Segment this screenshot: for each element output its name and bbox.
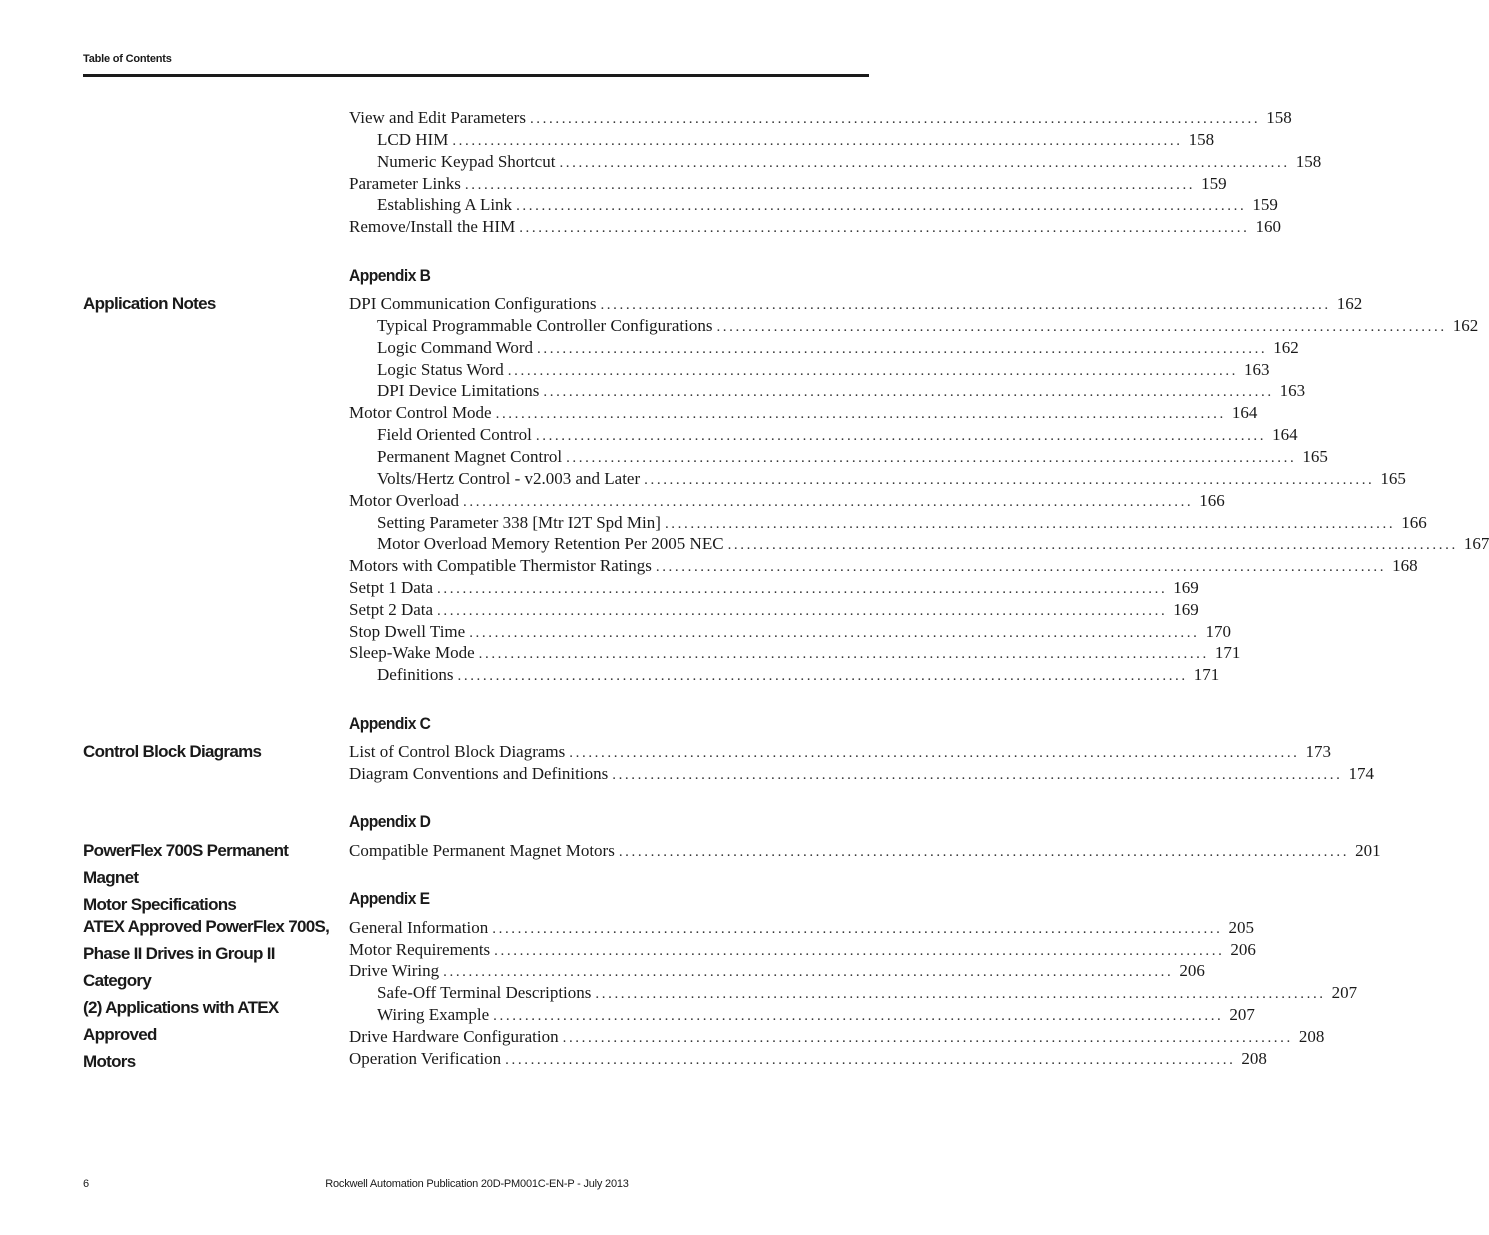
dot-leader: ................................................................................................................... xyxy=(494,943,1225,959)
dot-leader: ................................................................................................................... xyxy=(437,603,1168,619)
toc-entry[interactable] xyxy=(377,533,1489,555)
toc-entry[interactable] xyxy=(377,359,1270,381)
toc-entry-page: 207 xyxy=(1331,983,1358,1002)
toc-entry[interactable] xyxy=(377,424,1298,446)
dot-leader: ................................................................................................................... xyxy=(644,472,1375,488)
toc-entry[interactable] xyxy=(349,555,1418,577)
toc-entry-title: DPI Device Limitations xyxy=(377,381,540,400)
toc-entry-title: Wiring Example xyxy=(377,1005,490,1024)
toc-entry-title: Permanent Magnet Control xyxy=(377,447,563,466)
section-title[interactable]: Application Notes xyxy=(83,294,216,313)
toc-entry[interactable] xyxy=(349,402,1258,424)
toc-entry[interactable] xyxy=(349,642,1241,664)
toc-entry[interactable] xyxy=(349,840,1381,862)
toc-entry[interactable] xyxy=(349,917,1254,939)
section-title-line: PowerFlex 700S Permanent Magnet xyxy=(83,841,289,887)
toc-entry-page: 171 xyxy=(1214,643,1241,662)
toc-entry-page: 174 xyxy=(1348,764,1374,783)
toc-entry-title: LCD HIM xyxy=(377,130,449,149)
toc-entry-title: Setting Parameter 338 [Mtr I2T Spd Min] xyxy=(377,513,661,532)
toc-entry-page: 164 xyxy=(1272,425,1298,444)
toc-entry-page: 205 xyxy=(1228,918,1254,937)
toc-entry-page: 170 xyxy=(1205,622,1231,641)
section-title[interactable]: Control Block Diagrams xyxy=(83,742,262,761)
dot-leader: ................................................................................................................... xyxy=(664,516,1396,532)
toc-entry-title: Motor Control Mode xyxy=(349,403,492,422)
toc-entry[interactable] xyxy=(377,129,1215,151)
dot-leader: ................................................................................................................... xyxy=(493,1008,1224,1024)
toc-entry[interactable] xyxy=(377,337,1299,359)
toc-entry-page: 208 xyxy=(1298,1027,1325,1046)
toc-entry-page: 206 xyxy=(1179,961,1205,980)
toc-entry-page: 168 xyxy=(1392,556,1418,575)
toc-entry-page: 165 xyxy=(1302,447,1328,466)
toc-entry-title: Parameter Links xyxy=(349,174,461,193)
dot-leader: ................................................................................................................... xyxy=(543,384,1274,400)
toc-entry-page: 167 xyxy=(1463,534,1489,553)
toc-entry-page: 159 xyxy=(1252,195,1278,214)
toc-entry-title: Sleep-Wake Mode xyxy=(349,643,475,662)
dot-leader: ................................................................................................................... xyxy=(600,297,1331,313)
toc-entry[interactable] xyxy=(377,194,1278,216)
dot-leader: ................................................................................................................... xyxy=(562,1030,1293,1046)
toc-entry-title: Establishing A Link xyxy=(377,195,513,214)
toc-entry[interactable] xyxy=(377,1004,1255,1026)
appendix-heading: Appendix E xyxy=(349,889,430,908)
toc-entry-title: Typical Programmable Controller Configurations xyxy=(377,316,713,335)
toc-entry-title: List of Control Block Diagrams xyxy=(349,742,566,761)
toc-entry-page: 162 xyxy=(1452,316,1479,335)
dot-leader: ................................................................................................................... xyxy=(464,177,1196,193)
toc-entry-title: Volts/Hertz Control - v2.003 and Later xyxy=(377,469,641,488)
toc-entry-title: Drive Hardware Configuration xyxy=(349,1027,559,1046)
toc-entry-page: 163 xyxy=(1279,381,1306,400)
toc-entry-title: Logic Command Word xyxy=(377,338,534,357)
dot-leader: ................................................................................................................... xyxy=(457,668,1188,684)
dot-leader: ................................................................................................................... xyxy=(595,986,1326,1002)
toc-entry[interactable] xyxy=(349,621,1231,643)
section-title[interactable] xyxy=(83,837,343,918)
toc-entry-title: DPI Communication Configurations xyxy=(349,294,597,313)
dot-leader: ................................................................................................................... xyxy=(716,319,1447,335)
toc-entry[interactable] xyxy=(349,741,1332,763)
toc-entry-page: 208 xyxy=(1241,1049,1267,1068)
dot-leader: ................................................................................................................... xyxy=(505,1052,1236,1068)
toc-entry[interactable] xyxy=(349,599,1199,621)
dot-leader: ................................................................................................................... xyxy=(618,844,1350,860)
toc-entry-title: Remove/Install the HIM xyxy=(349,217,516,236)
appendix-heading: Appendix D xyxy=(349,812,431,831)
dot-leader: ................................................................................................................... xyxy=(469,625,1200,641)
toc-entry[interactable] xyxy=(349,293,1363,315)
dot-leader: ................................................................................................................... xyxy=(655,559,1387,575)
running-header: Table of Contents xyxy=(83,53,172,65)
toc-entry[interactable] xyxy=(349,1026,1325,1048)
toc-entry-title: Motor Overload xyxy=(349,491,460,510)
toc-entry-title: Diagram Conventions and Definitions xyxy=(349,764,609,783)
page-number: 6 xyxy=(83,1178,90,1190)
dot-leader: ................................................................................................................... xyxy=(437,581,1168,597)
toc-entry-page: 171 xyxy=(1193,665,1220,684)
toc-entry-page: 160 xyxy=(1255,217,1281,236)
toc-entry-title: Operation Verification xyxy=(349,1049,502,1068)
toc-entry-page: 158 xyxy=(1295,152,1322,171)
toc-entry-title: Setpt 1 Data xyxy=(349,578,434,597)
toc-entry-title: Definitions xyxy=(377,665,454,684)
dot-leader: ................................................................................................................... xyxy=(537,341,1268,357)
toc-entry-page: 169 xyxy=(1173,600,1199,619)
toc-entry[interactable] xyxy=(349,939,1256,961)
toc-entry-page: 206 xyxy=(1230,940,1256,959)
toc-entry-page: 165 xyxy=(1380,469,1406,488)
toc-entry-page: 173 xyxy=(1305,742,1332,761)
toc-entry-page: 162 xyxy=(1336,294,1363,313)
toc-entry-title: Logic Status Word xyxy=(377,360,504,379)
toc-entry-page: 163 xyxy=(1244,360,1270,379)
dot-leader: ................................................................................................................... xyxy=(535,428,1267,444)
toc-entry[interactable] xyxy=(377,982,1358,1004)
section-title-line: ATEX Approved PowerFlex 700S, xyxy=(83,917,330,936)
toc-entry[interactable] xyxy=(377,315,1479,337)
toc-entry[interactable] xyxy=(377,380,1306,402)
toc-entry-title: Field Oriented Control xyxy=(377,425,532,444)
section-title-line: (2) Applications with ATEX Approved xyxy=(83,998,279,1044)
dot-leader: ................................................................................................................... xyxy=(507,363,1239,379)
dot-leader: ................................................................................................................... xyxy=(566,450,1297,466)
toc-entry-page: 201 xyxy=(1355,841,1381,860)
toc-entry-page: 166 xyxy=(1199,491,1225,510)
toc-entry[interactable] xyxy=(349,763,1374,785)
toc-entry-title: Setpt 2 Data xyxy=(349,600,434,619)
dot-leader: ................................................................................................................... xyxy=(519,220,1250,236)
appendix-heading: Appendix C xyxy=(349,714,431,733)
dot-leader: ................................................................................................................... xyxy=(478,646,1209,662)
toc-entry-page: 169 xyxy=(1173,578,1199,597)
dot-leader: ................................................................................................................... xyxy=(612,767,1343,783)
toc-entry-title: Drive Wiring xyxy=(349,961,440,980)
toc-entry-page: 164 xyxy=(1231,403,1258,422)
toc-entry-title: Motor Overload Memory Retention Per 2005 NEC xyxy=(377,534,724,553)
toc-entry[interactable] xyxy=(349,216,1281,238)
toc-entry-title: Safe-Off Terminal Descriptions xyxy=(377,983,592,1002)
appendix-heading: Appendix B xyxy=(349,266,431,285)
section-title-line: Motors xyxy=(83,1052,136,1071)
toc-entry[interactable] xyxy=(349,490,1225,512)
toc-entry-title: Numeric Keypad Shortcut xyxy=(377,152,556,171)
dot-leader: ................................................................................................................... xyxy=(529,111,1261,127)
toc-entry[interactable] xyxy=(349,1048,1267,1070)
toc-entry-title: General Information xyxy=(349,918,489,937)
toc-entry-title: Motor Requirements xyxy=(349,940,491,959)
toc-entry-page: 159 xyxy=(1201,174,1227,193)
toc-entry-page: 162 xyxy=(1273,338,1299,357)
toc-entry-page: 166 xyxy=(1401,513,1427,532)
dot-leader: ................................................................................................................... xyxy=(495,406,1226,422)
section-title[interactable] xyxy=(83,913,343,1075)
dot-leader: ................................................................................................................... xyxy=(727,537,1458,553)
toc-entry[interactable] xyxy=(377,512,1427,534)
section-title-line: Phase II Drives in Group II Category xyxy=(83,944,275,990)
dot-leader: ................................................................................................................... xyxy=(492,921,1223,937)
toc-entry-title: View and Edit Parameters xyxy=(349,108,526,127)
toc-entry[interactable] xyxy=(377,664,1220,686)
header-rule xyxy=(83,74,869,77)
toc-entry[interactable] xyxy=(349,960,1205,982)
toc-entry[interactable] xyxy=(377,446,1328,468)
toc-entry[interactable] xyxy=(377,151,1322,173)
toc-entry-page: 158 xyxy=(1266,108,1292,127)
toc-entry[interactable] xyxy=(349,173,1227,195)
toc-entry-page: 158 xyxy=(1188,130,1215,149)
dot-leader: ................................................................................................................... xyxy=(559,155,1290,171)
toc-entry[interactable] xyxy=(349,577,1199,599)
dot-leader: ................................................................................................................... xyxy=(463,494,1194,510)
toc-entry-title: Compatible Permanent Magnet Motors xyxy=(349,841,615,860)
section-title-line: Motor Specifications xyxy=(83,895,237,914)
publication-footer: Rockwell Automation Publication 20D-PM001C-EN-P - July 2013 xyxy=(325,1178,629,1190)
toc-entry-title: Stop Dwell Time xyxy=(349,622,466,641)
toc-entry[interactable] xyxy=(349,107,1292,129)
toc-entry[interactable] xyxy=(377,468,1406,490)
dot-leader: ................................................................................................................... xyxy=(443,964,1174,980)
dot-leader: ................................................................................................................... xyxy=(452,133,1183,149)
dot-leader: ................................................................................................................... xyxy=(516,198,1247,214)
toc-entry-title: Motors with Compatible Thermistor Ratings xyxy=(349,556,652,575)
dot-leader: ................................................................................................................... xyxy=(569,745,1300,761)
toc-entry-page: 207 xyxy=(1229,1005,1255,1024)
